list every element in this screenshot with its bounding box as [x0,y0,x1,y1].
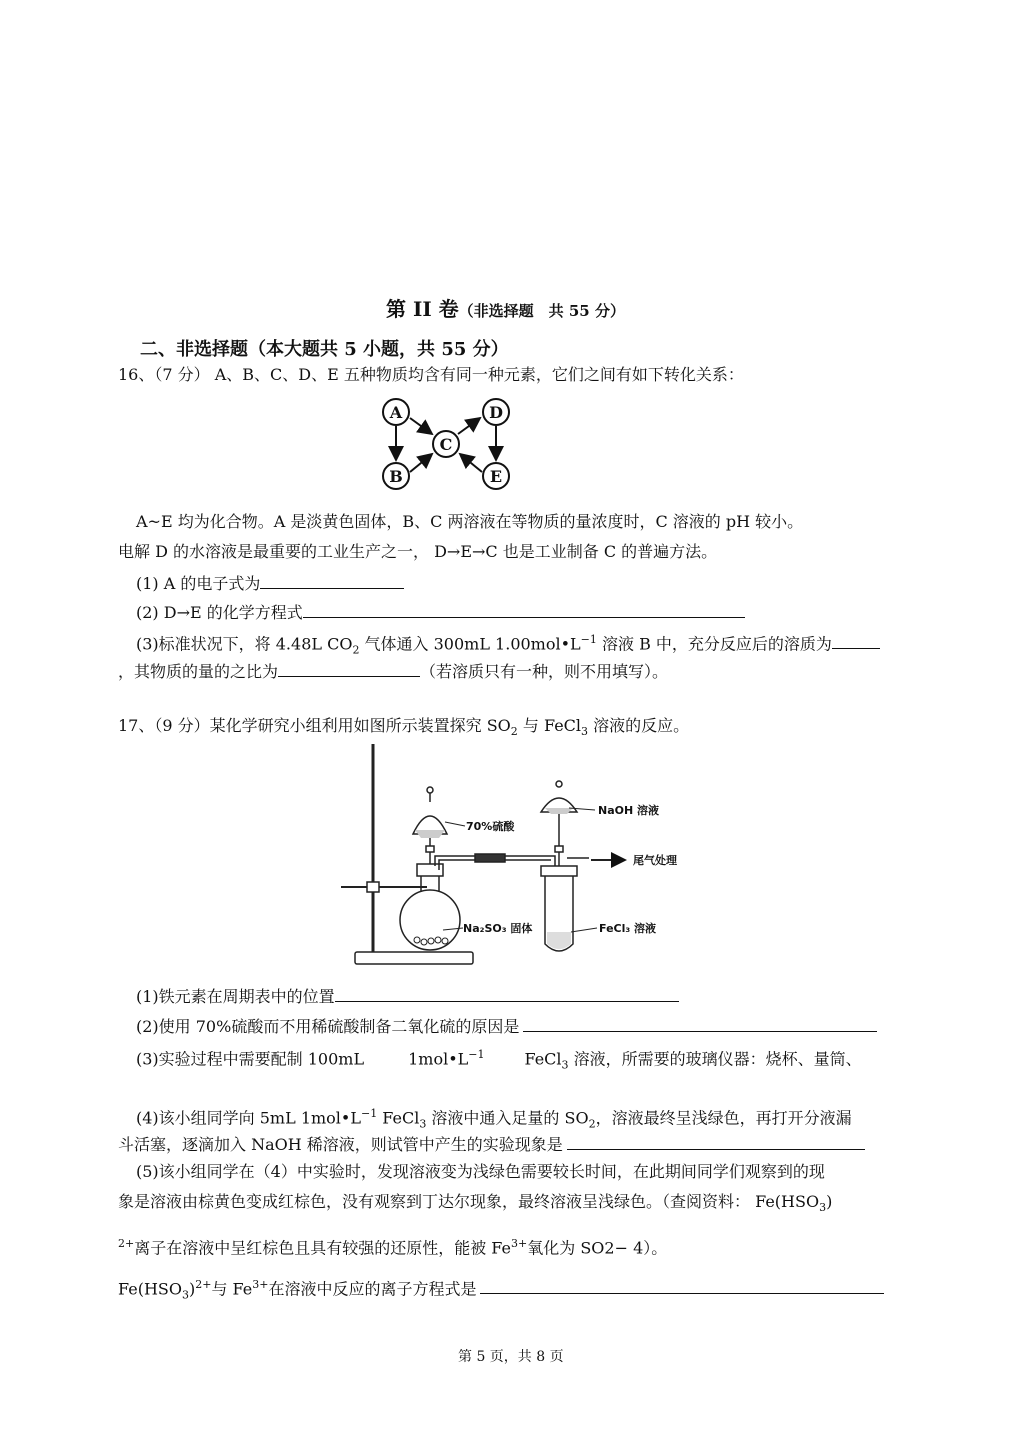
q17-part-4 [136,1104,852,1135]
superscript: 2+ [118,1237,135,1250]
answer-blank[interactable] [480,1277,884,1294]
volume-title [386,293,625,322]
q16-part-3-text: ，其物质的量的之比为 [118,662,279,681]
q17-part-3-text: FeCl [524,1049,562,1069]
label-na2so3: Na₂SO₃ 固体 [463,922,533,935]
subscript: 3 [561,1058,569,1072]
answer-blank[interactable] [260,572,404,589]
q16-part-1-text: (1) A 的电子式为 [136,574,261,593]
q16-desc-1: A~E 均为化合物。A 是淡黄色固体，B、C 两溶液在等物质的量浓度时，C 溶液的 pH 较小。 [136,512,804,531]
answer-blank[interactable] [567,1133,865,1150]
subscript: 2 [352,643,360,657]
q17-part-5: (5)该小组同学在（4）中实验时，发现溶液变为浅绿色需要较长时间，在此期间同学们观察到的现 [136,1162,825,1181]
q16-part-3-cont [118,660,668,682]
q16-stem: 16、（7 分） A、B、C、D、E 五种物质均含有同一种元素，它们之间有如下转化关系： [118,365,744,384]
subscript: 2 [510,725,518,739]
label-tail-gas: 尾气处理 [633,854,677,867]
page-number: 第 5 页，共 8 页 [458,1349,564,1365]
q17-part-6-text: 与 Fe [211,1279,253,1299]
arrow-b-to-c [410,454,432,472]
q17-stem-text: 17、（9 分）某化学研究小组利用如图所示装置探究 SO [118,716,511,735]
superscript: −1 [360,1107,378,1120]
label-naoh: NaOH 溶液 [598,804,660,817]
arrow-a-to-c [410,418,432,434]
stand-base [355,952,473,964]
answer-blank[interactable] [523,1015,877,1032]
node-a: A [389,403,403,422]
answer-blank[interactable] [832,632,880,649]
q17-part-5-text: 离子在溶液中呈红棕色且具有较强的还原性，能被 Fe [134,1238,512,1258]
q17-part-3 [136,1045,862,1076]
label-fecl3: FeCl₃ 溶液 [599,922,657,935]
subscript: 2 [588,1117,596,1131]
arrow-e-to-c [460,454,482,472]
q17-part-6-text: Fe(HSO [118,1279,182,1299]
q16-part-1 [136,572,404,594]
q17-part-4-text: FeCl [377,1108,420,1128]
q16-part-3-text: 溶液 B 中，充分反应后的溶质为 [596,634,832,654]
q17-part-5-text: ) [826,1192,833,1211]
q17-part-6-text: ) [188,1279,196,1299]
subscript: 3 [581,725,589,739]
subscript: 3 [419,1117,427,1131]
q17-part-3-text: 1mol•L [408,1049,469,1069]
q17-part-1 [136,985,679,1007]
node-e: E [489,467,503,486]
node-b: B [389,467,403,486]
node-c: C [439,435,453,454]
q17-part-2-text: (2)使用 70%硫酸而不用稀硫酸制备二氧化硫的原因是 [136,1017,520,1036]
q16-part-3-text: (3)标准状况下，将 4.48L CO [136,634,353,654]
q17-part-4-text: 斗活塞，逐滴加入 NaOH 稀溶液，则试管中产生的实验现象是 [118,1135,563,1154]
q16-relation-diagram [370,392,520,494]
q17-part-1-text: (1)铁元素在周期表中的位置 [136,987,335,1006]
volume-title-main: 第 II 卷 [386,297,459,321]
q17-part-5-cont-2 [118,1234,667,1258]
superscript: −1 [580,633,597,646]
subscript: 3 [819,1201,827,1215]
q16-part-3-text: 气体通入 300mL 1.00mol•L [359,634,581,654]
q17-part-4-text: 溶液中通入足量的 SO [426,1108,589,1128]
section-title: 二、非选择题（本大题共 5 小题，共 55 分） [140,339,509,360]
answer-blank[interactable] [335,985,679,1002]
answer-blank[interactable] [278,660,420,677]
q16-part-3 [136,630,880,661]
arrow-c-to-d [458,418,480,434]
q17-part-5-text: 氧化为 SO2− 4）。 [527,1238,668,1258]
superscript: 3+ [252,1278,269,1291]
q17-part-2 [136,1015,877,1037]
q17-stem [118,716,689,742]
q17-stem-text: 与 FeCl [517,716,582,735]
q16-part-3-text: （若溶质只有一种，则不用填写）。 [420,662,669,681]
q17-apparatus-diagram [335,742,695,974]
q17-part-4-cont [118,1133,865,1155]
flask [400,890,460,950]
label-acid: 70%硫酸 [466,820,515,833]
superscript: −1 [468,1048,485,1061]
q17-part-4-text: ，溶液最终呈浅绿色，再打开分液漏 [595,1108,852,1128]
q16-part-2-text: (2) D→E 的化学方程式 [136,603,303,622]
q17-part-4-text: (4)该小组同学向 5mL 1mol•L [136,1108,361,1128]
superscript: 3+ [511,1237,528,1250]
q17-part-6-text: 在溶液中反应的离子方程式是 [268,1279,477,1299]
q17-stem-text: 溶液的反应。 [588,716,690,735]
q17-part-3-text: 溶液，所需要的玻璃仪器：烧杯、量筒、 [568,1049,862,1069]
superscript: 2+ [195,1278,212,1291]
node-d: D [489,403,503,422]
q17-part-5-cont [118,1192,832,1218]
q17-part-3-text: (3)实验过程中需要配制 100mL [136,1049,365,1069]
subscript: 3 [181,1288,189,1302]
volume-title-sub: （非选择题 共 55 分） [458,302,625,320]
q17-part-6 [118,1275,884,1306]
q16-desc-2: 电解 D 的水溶液是最重要的工业生产之一， D→E→C 也是工业制备 C 的普遍方法。 [118,542,718,561]
answer-blank[interactable] [303,601,745,618]
q17-part-5-text: 象是溶液由棕黄色变成红棕色，没有观察到丁达尔现象，最终溶液呈浅绿色。（查阅资料： Fe(HSO [118,1192,820,1211]
q16-part-2 [136,601,745,623]
